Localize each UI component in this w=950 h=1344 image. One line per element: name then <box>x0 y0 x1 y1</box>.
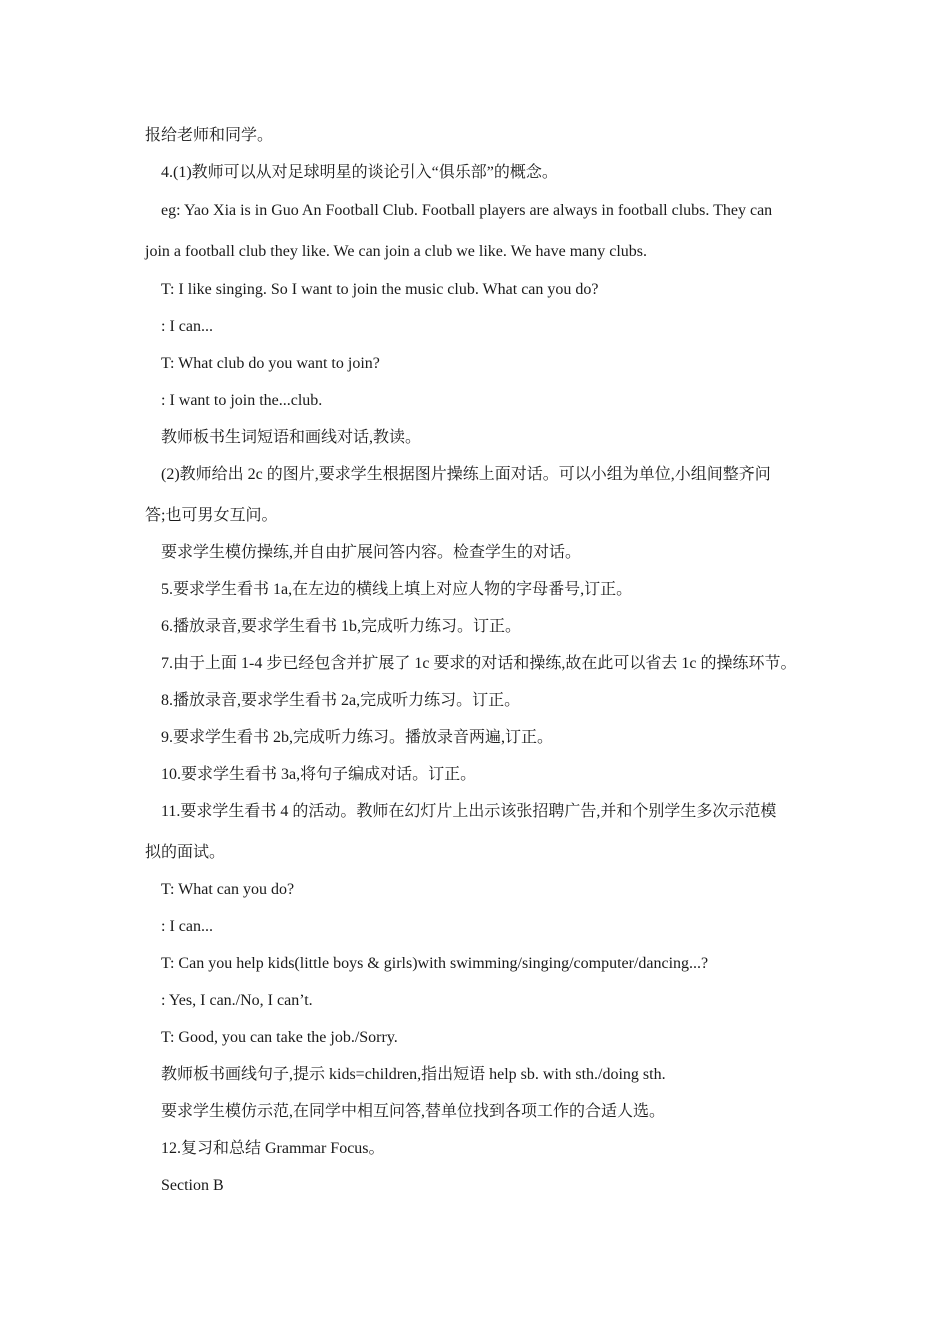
paragraph-line: 6.播放录音,要求学生看书 1b,完成听力练习。订正。 <box>161 618 522 635</box>
paragraph-line: 8.播放录音,要求学生看书 2a,完成听力练习。订正。 <box>161 692 521 709</box>
paragraph-line: eg: Yao Xia is in Guo An Football Club. Football players are always in football clubs. They can <box>161 202 773 219</box>
paragraph-line: 5.要求学生看书 1a,在左边的横线上填上对应人物的字母番号,订正。 <box>161 581 633 598</box>
paragraph-line: T: I like singing. So I want to join the music club. What can you do? <box>161 281 599 298</box>
paragraph-line: T: What can you do? <box>161 881 295 898</box>
paragraph-line: 报给老师和同学。 <box>145 127 274 144</box>
paragraph-line: 要求学生模仿操练,并自由扩展问答内容。检查学生的对话。 <box>161 544 582 561</box>
paragraph-line: : Yes, I can./No, I can’t. <box>161 992 313 1009</box>
section-heading: Section B <box>161 1177 224 1194</box>
paragraph-line: T: What club do you want to join? <box>161 355 380 372</box>
paragraph-line: join a football club they like. We can join a club we like. We have many clubs. <box>145 243 648 260</box>
paragraph-line: 7.由于上面 1-4 步已经包含并扩展了 1c 要求的对话和操练,故在此可以省去 1c 的操练环节。 <box>161 655 797 672</box>
paragraph-line: : I can... <box>161 318 213 335</box>
paragraph-line: 教师板书画线句子,提示 kids=children,指出短语 help sb. with sth./doing sth. <box>161 1066 666 1083</box>
paragraph-line: 10.要求学生看书 3a,将句子编成对话。订正。 <box>161 766 477 783</box>
paragraph-line: : I can... <box>161 918 213 935</box>
paragraph-line: : I want to join the...club. <box>161 392 323 409</box>
paragraph-line: (2)教师给出 2c 的图片,要求学生根据图片操练上面对话。可以小组为单位,小组间整齐问 <box>161 466 771 483</box>
paragraph-line: 12.复习和总结 Grammar Focus。 <box>161 1140 385 1157</box>
paragraph-line: 11.要求学生看书 4 的活动。教师在幻灯片上出示该张招聘广告,并和个别学生多次示范模 <box>161 803 777 820</box>
paragraph-line: T: Good, you can take the job./Sorry. <box>161 1029 398 1046</box>
paragraph-line: 答;也可男女互问。 <box>145 507 278 524</box>
paragraph-line: 9.要求学生看书 2b,完成听力练习。播放录音两遍,订正。 <box>161 729 554 746</box>
paragraph-line: T: Can you help kids(little boys & girls)with swimming/singing/computer/dancing...? <box>161 955 709 972</box>
paragraph-line: 拟的面试。 <box>145 844 226 861</box>
paragraph-line: 教师板书生词短语和画线对话,教读。 <box>161 429 422 446</box>
paragraph-line: 4.(1)教师可以从对足球明星的谈论引入“俱乐部”的概念。 <box>161 164 558 181</box>
paragraph-line: 要求学生模仿示范,在同学中相互问答,替单位找到各项工作的合适人选。 <box>161 1103 666 1120</box>
